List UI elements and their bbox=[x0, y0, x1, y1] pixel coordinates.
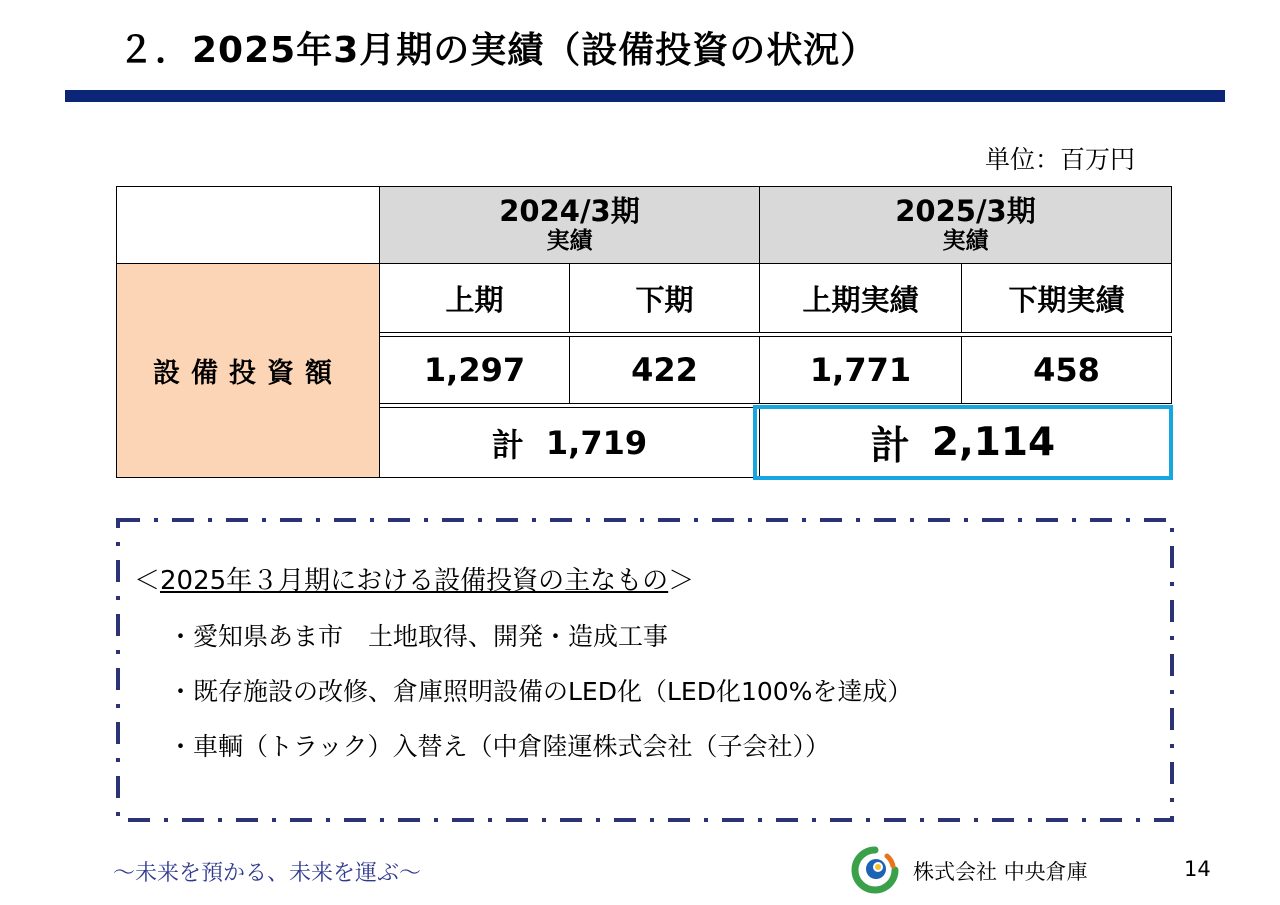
header-fy2025 bbox=[759, 186, 1172, 264]
page-title: ２．2025年3月期の実績（設備投資の状況） bbox=[118, 30, 878, 71]
total-2024-value: 1,719 bbox=[545, 423, 648, 462]
capex-table bbox=[116, 186, 1172, 478]
company-logo-icon bbox=[851, 846, 899, 894]
table-corner-cell bbox=[116, 186, 380, 264]
row-label-capex: 設備投資額 bbox=[116, 263, 380, 478]
header-fy2024-year: 2024/3期 bbox=[499, 194, 640, 229]
sub-header-h2-2025: 下期実績 bbox=[961, 263, 1172, 333]
title-underline-bar bbox=[65, 90, 1225, 102]
value-h2-2024: 422 bbox=[569, 336, 760, 404]
footer-slogan: ～未来を預かる、未来を運ぶ～ bbox=[113, 861, 422, 886]
total-2025-value: 2,114 bbox=[931, 420, 1056, 465]
notes-heading bbox=[134, 560, 694, 597]
sub-header-h2-2024: 下期 bbox=[569, 263, 760, 333]
notes-heading-open: ＜ bbox=[134, 566, 161, 596]
sub-header-h1-2025: 上期実績 bbox=[759, 263, 962, 333]
total-2025-highlight bbox=[753, 405, 1173, 480]
total-2024 bbox=[379, 407, 760, 478]
note-item: ・車輌（トラック）入替え（中倉陸運株式会社（子会社）） bbox=[168, 732, 831, 761]
page-number: 14 bbox=[1184, 857, 1211, 881]
note-item: ・愛知県あま市 土地取得、開発・造成工事 bbox=[168, 622, 669, 651]
unit-label: 単位：百万円 bbox=[985, 145, 1136, 174]
header-fy2025-year: 2025/3期 bbox=[895, 194, 1036, 229]
total-2024-prefix: 計 bbox=[491, 425, 524, 464]
footer-company-name: 株式会社 中央倉庫 bbox=[913, 860, 1088, 884]
note-item: ・既存施設の改修、倉庫照明設備のLED化（LED化100%を達成） bbox=[168, 677, 913, 706]
header-fy2024-label: 実績 bbox=[546, 228, 593, 255]
value-h1-2024: 1,297 bbox=[379, 336, 570, 404]
total-2025-prefix: 計 bbox=[870, 423, 910, 469]
value-h2-2025: 458 bbox=[961, 336, 1172, 404]
header-fy2024 bbox=[379, 186, 760, 264]
notes-heading-close: ＞ bbox=[668, 566, 695, 596]
header-fy2025-label: 実績 bbox=[942, 228, 989, 255]
value-h1-2025: 1,771 bbox=[759, 336, 962, 404]
notes-heading-text: 2025年３月期における設備投資の主なもの bbox=[160, 566, 669, 596]
sub-header-h1-2024: 上期 bbox=[379, 263, 570, 333]
